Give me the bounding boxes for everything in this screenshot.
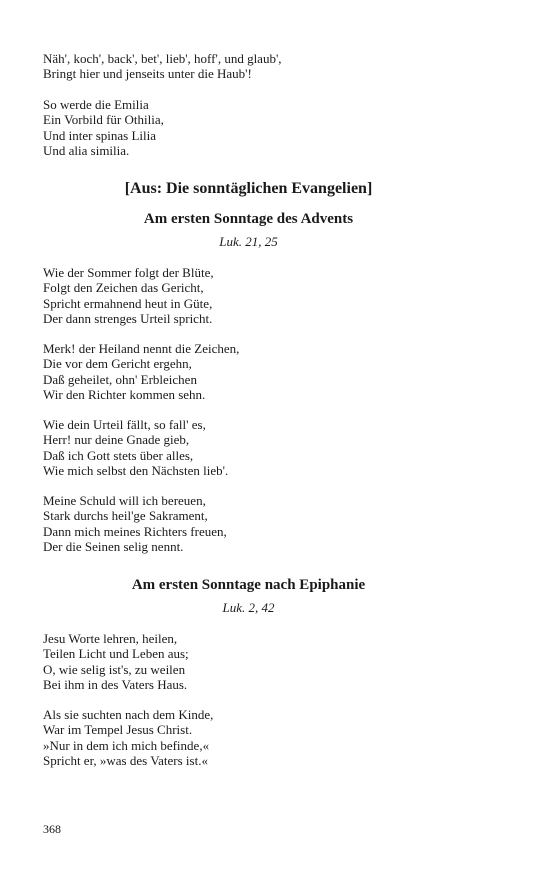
verse-line: Näh', koch', back', bet', lieb', hoff', und glaub', bbox=[43, 51, 282, 66]
verse-line: Bei ihm in des Vaters Haus. bbox=[43, 677, 188, 693]
verse-line: Und inter spinas Lilia bbox=[43, 127, 157, 143]
page-number: 368 bbox=[43, 822, 61, 836]
advent-stanza-2 bbox=[43, 341, 239, 403]
verse-line: Folgt den Zeichen das Gericht, bbox=[43, 280, 204, 296]
verse-line: Jesu Worte lehren, heilen, bbox=[43, 631, 178, 646]
verse-line: Als sie suchten nach dem Kinde, bbox=[43, 707, 214, 722]
epiphanie-stanza-2 bbox=[43, 707, 213, 769]
verse-line: Dann mich meines Richters freuen, bbox=[43, 523, 227, 539]
verse-line: »Nur in dem ich mich befinde,« bbox=[43, 737, 210, 753]
verse-line: O, wie selig ist's, zu weilen bbox=[43, 661, 186, 677]
poem-title-advent: Am ersten Sonntage des Advents bbox=[143, 211, 354, 227]
verse-line: Wie dein Urteil fällt, so fall' es, bbox=[43, 417, 206, 432]
verse-line: Stark durchs heil'ge Sakrament, bbox=[43, 508, 208, 524]
verse-line: Wir den Richter kommen sehn. bbox=[43, 387, 206, 403]
collection-title: [Aus: Die sonntäglichen Evangelien] bbox=[124, 180, 373, 197]
poem-reference-epiphanie: Luk. 2, 42 bbox=[222, 600, 275, 615]
advent-stanza-1 bbox=[43, 265, 214, 327]
verse-line: So werde die Emilia bbox=[43, 97, 149, 112]
verse-line: Ein Vorbild für Othilia, bbox=[43, 112, 164, 128]
verse-line: Bringt hier und jenseits unter die Haub'! bbox=[43, 66, 252, 82]
verse-line: Der die Seinen selig nennt. bbox=[43, 539, 184, 555]
verse-line: Merk! der Heiland nennt die Zeichen, bbox=[43, 341, 240, 356]
verse-line: Spricht ermahnend heut in Güte, bbox=[43, 295, 213, 311]
advent-stanza-3 bbox=[43, 417, 228, 479]
advent-stanza-4 bbox=[43, 493, 227, 555]
verse-line: War im Tempel Jesus Christ. bbox=[43, 722, 193, 738]
verse-line: Teilen Licht und Leben aus; bbox=[43, 646, 189, 662]
verse-line: Der dann strenges Urteil spricht. bbox=[43, 311, 213, 327]
verse-line: Und alia similia. bbox=[43, 143, 130, 159]
verse-line: Meine Schuld will ich bereuen, bbox=[43, 493, 206, 508]
verse-line: Wie mich selbst den Nächsten lieb'. bbox=[43, 463, 229, 479]
verse-line: Spricht er, »was des Vaters ist.« bbox=[43, 753, 208, 769]
intro-stanza-1 bbox=[43, 51, 282, 82]
verse-line: Daß ich Gott stets über alles, bbox=[43, 447, 194, 463]
epiphanie-stanza-1 bbox=[43, 631, 189, 693]
verse-line: Wie der Sommer folgt der Blüte, bbox=[43, 265, 214, 280]
poem-title-epiphanie: Am ersten Sonntage nach Epiphanie bbox=[131, 577, 366, 593]
verse-line: Herr! nur deine Gnade gieb, bbox=[43, 432, 190, 448]
verse-line: Daß geheilet, ohn' Erbleichen bbox=[43, 371, 197, 387]
intro-stanza-2 bbox=[43, 97, 164, 159]
poem-reference-advent: Luk. 21, 25 bbox=[219, 234, 278, 249]
verse-line: Die vor dem Gericht ergehn, bbox=[43, 356, 192, 372]
